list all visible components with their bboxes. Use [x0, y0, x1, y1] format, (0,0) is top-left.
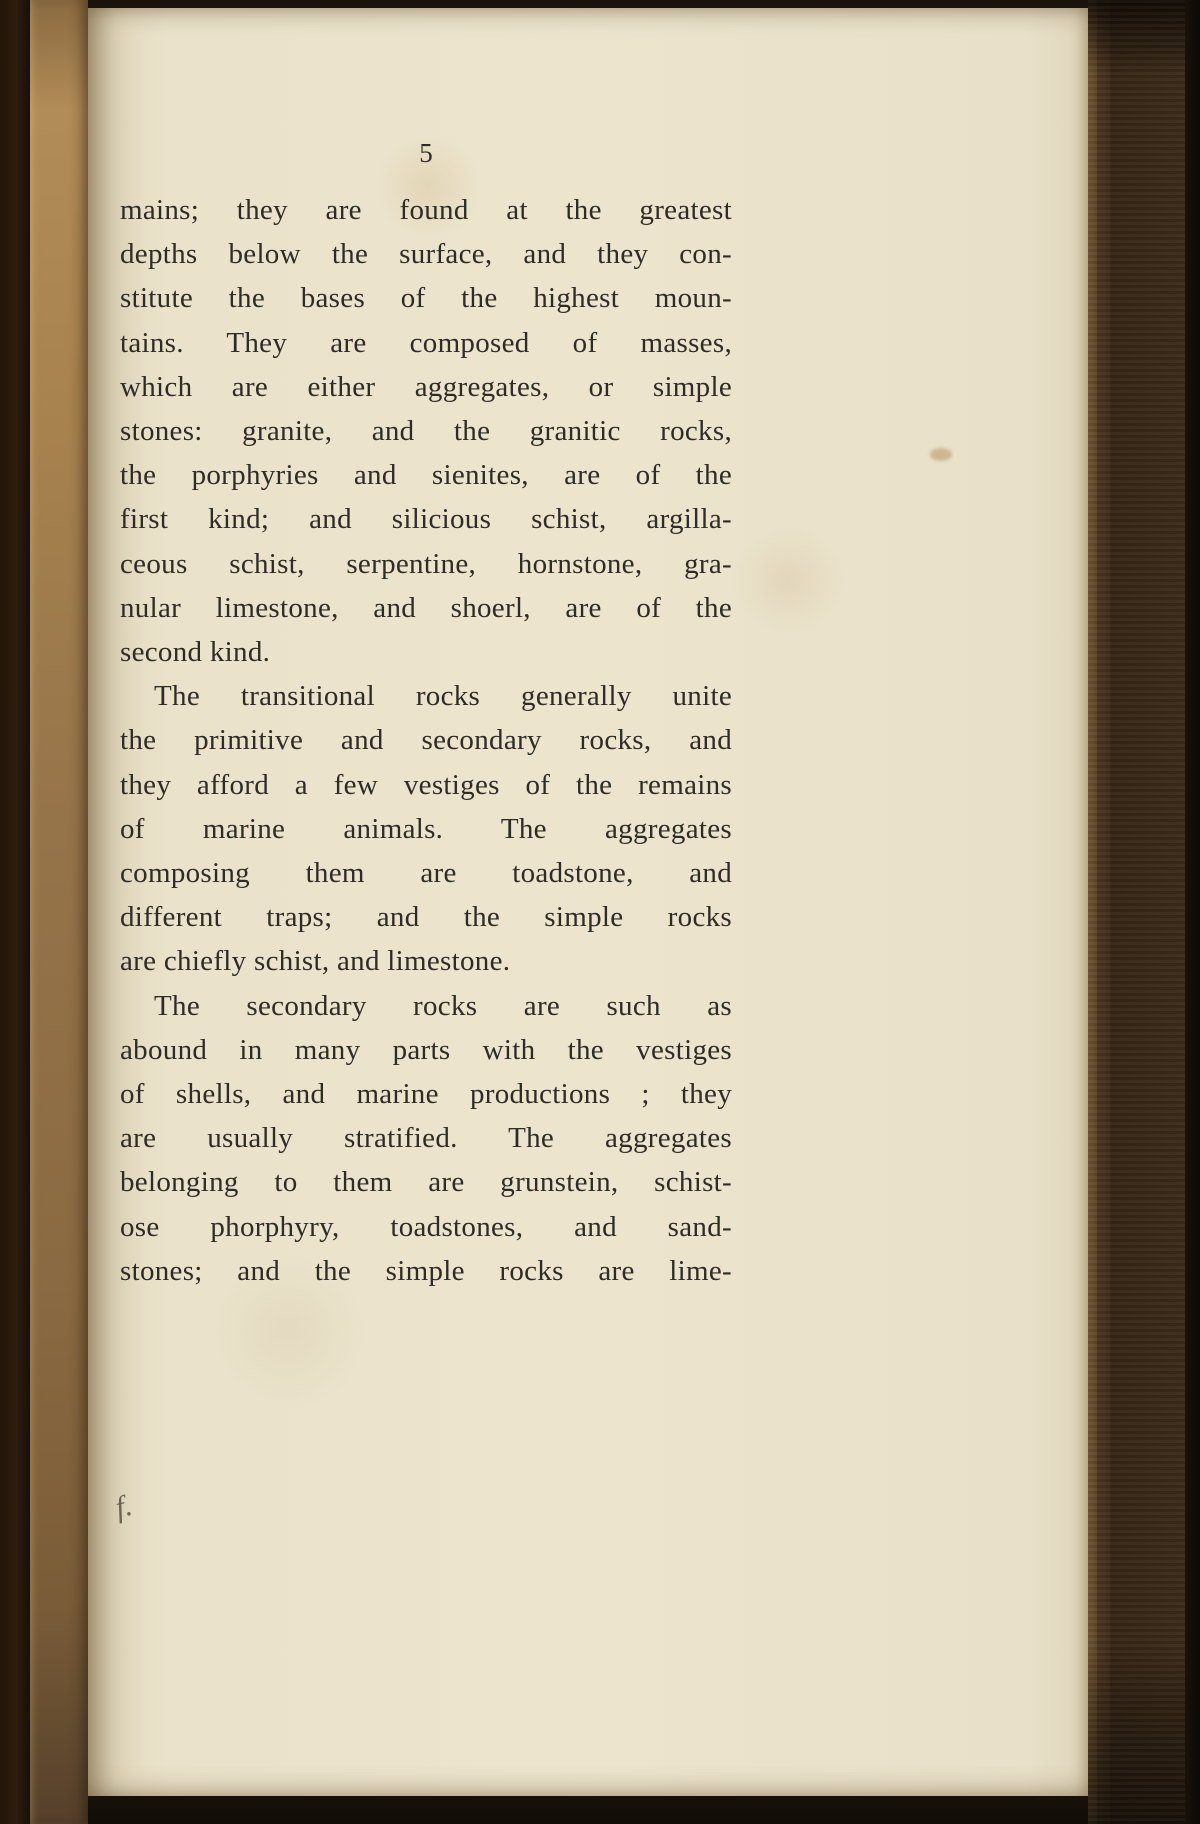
- paragraph: [120, 984, 732, 1293]
- text-line: tains. They are composed of masses,: [120, 326, 732, 359]
- text-line: depths below the surface, and they con-: [120, 238, 732, 271]
- text-line: stones: granite, and the granitic rocks,: [120, 415, 732, 448]
- text-line: ceous schist, serpentine, hornstone, gra-: [120, 547, 732, 580]
- book-page: [88, 8, 1088, 1796]
- text-line: The secondary rocks are such as: [154, 989, 732, 1022]
- text-line: abound in many parts with the vestiges: [120, 1033, 732, 1066]
- text-line: mains; they are found at the greatest: [120, 194, 732, 226]
- book-spine: [30, 0, 88, 1824]
- text-line: nular limestone, and shoerl, are of the: [120, 591, 732, 624]
- text-line: first kind; and silicious schist, argilla-: [120, 503, 732, 536]
- text-line: belonging to them are grunstein, schist-: [120, 1166, 732, 1199]
- text-line: are chiefly schist, and limestone.: [120, 945, 511, 978]
- text-line: stones; and the simple rocks are lime-: [120, 1254, 732, 1287]
- text-line: the porphyries and sienites, are of the: [120, 459, 732, 492]
- pen-mark: f.: [112, 1488, 135, 1525]
- text-line: The transitional rocks generally unite: [154, 680, 732, 713]
- paragraph: [120, 188, 732, 674]
- book-edge-left: [0, 0, 30, 1824]
- text-line: different traps; and the simple rocks: [120, 901, 732, 934]
- paragraph: [120, 674, 732, 983]
- text-line: they afford a few vestiges of the remains: [120, 768, 732, 801]
- page-number: 5: [419, 138, 433, 168]
- book-edge-right: [1185, 0, 1200, 1824]
- text-line: second kind.: [120, 636, 271, 669]
- text-line: composing them are toadstone, and: [120, 857, 732, 890]
- text-line: which are either aggregates, or simple: [120, 370, 732, 403]
- stain-spot: [930, 448, 952, 461]
- text-line: stitute the bases of the highest moun-: [120, 282, 732, 315]
- text-line: are usually stratified. The aggregates: [120, 1122, 732, 1155]
- text-block: [120, 188, 732, 1293]
- book-cover-right: [1088, 0, 1185, 1824]
- text-line: the primitive and secondary rocks, and: [120, 724, 732, 757]
- text-line: of marine animals. The aggregates: [120, 812, 732, 845]
- text-line: ose phorphyry, toadstones, and sand-: [120, 1210, 732, 1243]
- text-line: of shells, and marine productions ; they: [120, 1078, 732, 1111]
